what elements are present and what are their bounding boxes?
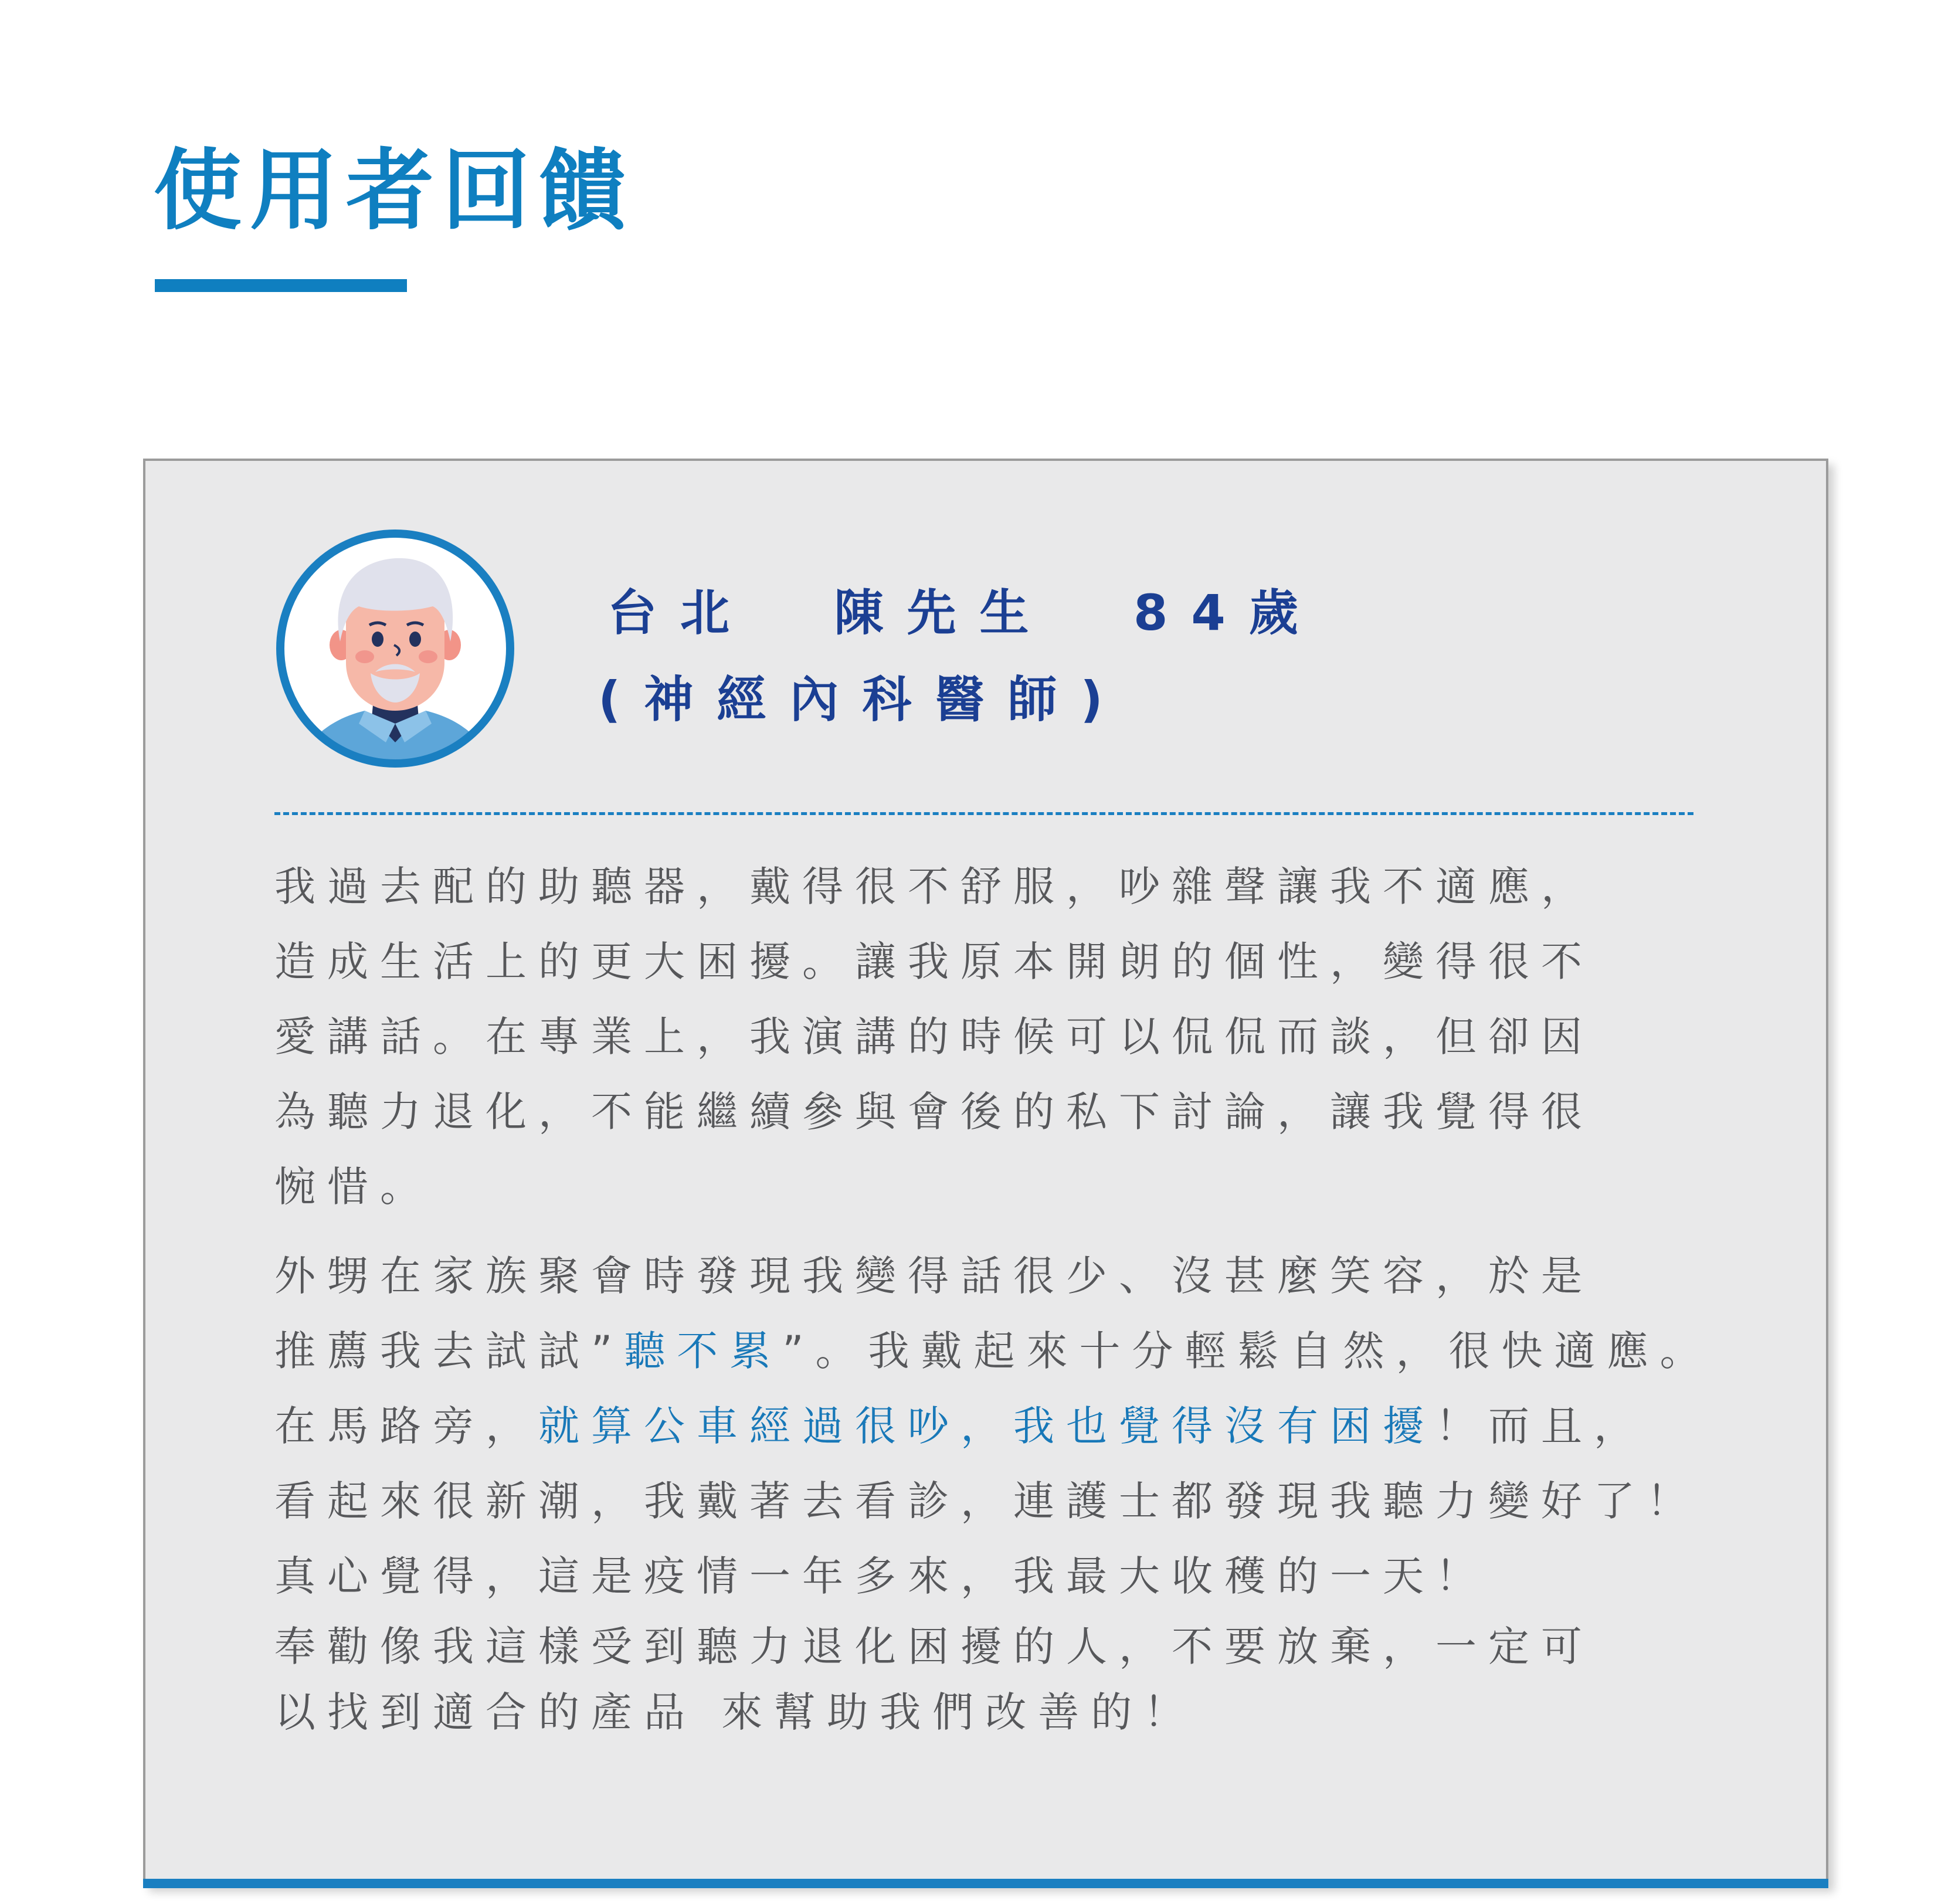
testimonial-paragraph-2: [274, 1238, 1776, 1614]
highlighted-product-name: 聽不累: [624, 1327, 783, 1375]
text-line: 我過去配的助聽器，戴得很不舒服，吵雜聲讓我不適應，: [274, 863, 1594, 911]
text-segment: ”。我戴起來十分輕鬆自然，很快適應。: [782, 1327, 1713, 1375]
text-line: 愛講話。在專業上，我演講的時候可以侃侃而談，但卻因: [274, 1013, 1594, 1061]
text-segment: ！而且，: [1435, 1402, 1647, 1450]
card-bottom-bar: [143, 1879, 1828, 1888]
text-line: 以找到適合的產品 來幫助我們改善的！: [274, 1688, 1197, 1736]
text-segment: 推薦我去試試”: [274, 1327, 624, 1375]
text-line: 為聽力退化，不能繼續參與會後的私下討論，讓我覺得很: [274, 1088, 1594, 1136]
reviewer-name: 台北 陳先生 84歲: [607, 584, 1322, 642]
text-line: 外甥在家族聚會時發現我變得話很少、沒甚麼笑容，於是: [274, 1252, 1594, 1300]
text-line: 看起來很新潮，我戴著去看診，連護士都發現我聽力變好了！: [274, 1477, 1699, 1525]
testimonial-paragraph-1: [274, 849, 1776, 1224]
text-line: 真心覺得，這是疫情一年多來，我最大收穫的一天！: [274, 1552, 1488, 1600]
text-line: 造成生活上的更大困擾。讓我原本開朗的個性，變得很不: [274, 938, 1594, 986]
reviewer-occupation: (神經內科醫師): [598, 671, 1126, 728]
dashed-divider: [274, 812, 1693, 815]
text-line: [274, 1389, 1776, 1464]
text-line: 奉勸像我這樣受到聽力退化困擾的人，不要放棄，一定可: [274, 1623, 1594, 1671]
page-title: 使用者回饋: [154, 139, 635, 242]
text-line: 惋惜。: [274, 1163, 433, 1211]
text-line: [274, 1314, 1776, 1389]
testimonial-paragraph-3: [274, 1614, 1776, 1745]
title-underline: [155, 279, 407, 292]
elderly-man-avatar-icon: [271, 524, 520, 773]
text-segment: 在馬路旁，: [274, 1402, 538, 1450]
highlighted-quote: 就算公車經過很吵，我也覺得沒有困擾: [538, 1402, 1435, 1450]
